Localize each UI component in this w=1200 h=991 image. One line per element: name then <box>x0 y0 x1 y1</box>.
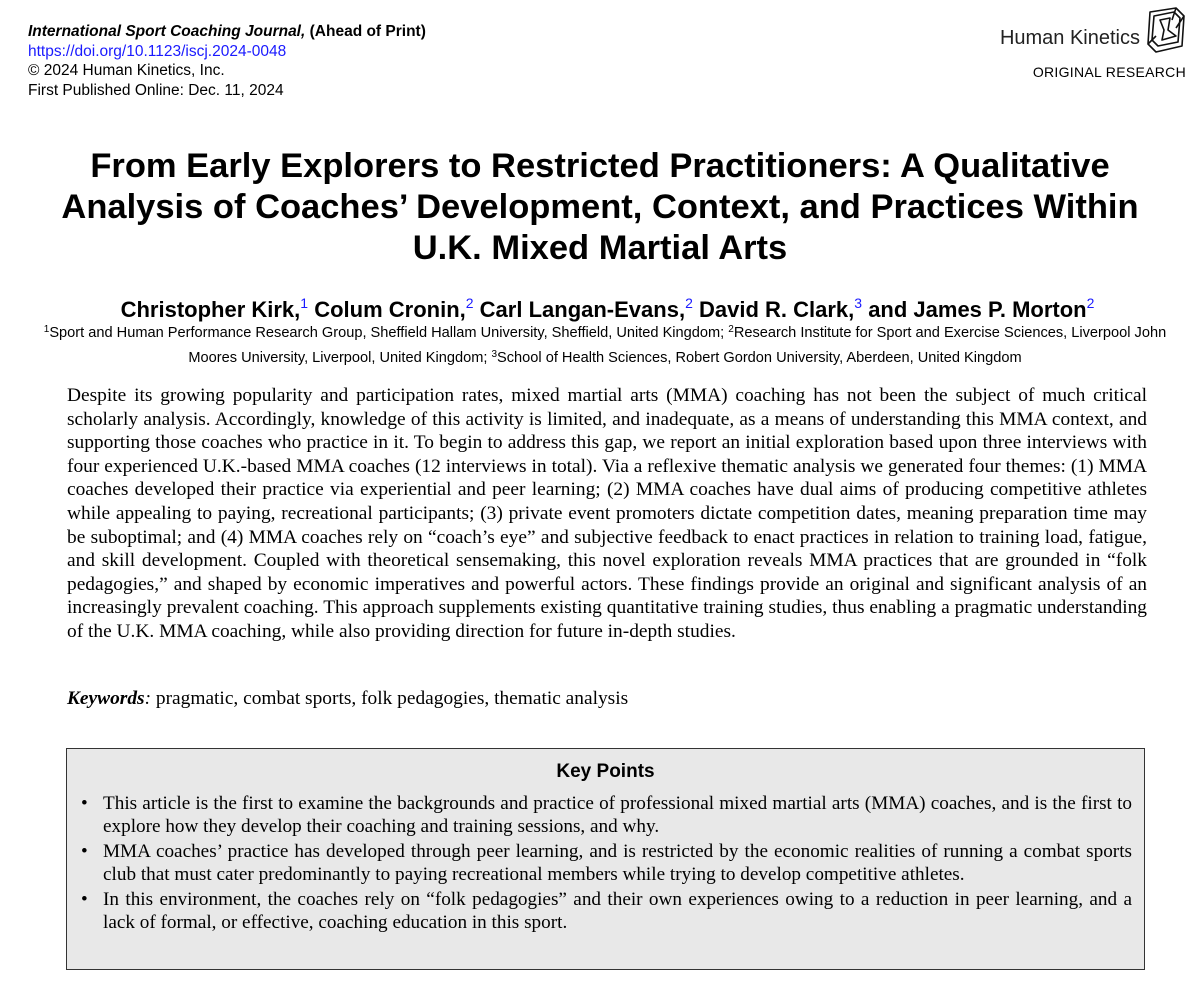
author: Colum Cronin,$^2$ <box>314 295 474 322</box>
article-title: From Early Explorers to Restricted Practitioners: A Qualitative Analysis of Coaches’ Development, Context, and Practices Within U.K. Mixed Martial Arts <box>61 147 1139 267</box>
abstract: Despite its growing popularity and participation rates, mixed martial arts (MMA) coaching has not been the subject of much critical scholarly analysis. Accordingly, knowledge of this activity is limited, and inadequate, as a means of understanding this MMA context, and supporting those coaches who practice in it. To begin to address this gap, we report an initial exploration based upon three interviews with four experienced U.K.-based MMA coaches (12 interviews in total). Via a reflexive thematic analysis we generated four themes: (1) MMA coaches developed their practice via experiential and peer learning; (2) MMA coaches have dual aims of producing competitive athletes while appealing to paying, recreational participants; (3) private event promoters dictate competition dates, meaning preparation time may be suboptimal; and (4) MMA coaches rely on “coach’s eye” and subjective feedback to enact practices in relation to training load, fatigue, and skill development. Coupled with theoretical sensemaking, this novel exploration reveals MMA practices that are grounded in “folk pedagogies,” and shaped by economic imperatives and powerful actors. These findings provide an original and significant analysis of an increasingly prevalent coaching. This approach supplements existing quantitative training studies, thus enabling a pragmatic understanding of the U.K. MMA coaching, while also providing direction for future in-depth studies. <box>67 385 1147 642</box>
publisher-block <box>1000 6 1186 80</box>
bullet-icon: • <box>81 793 88 814</box>
affiliation: Sport and Human Performance Research Group, Sheffield Hallam University, Sheffield, United Kingdom; <box>49 325 725 341</box>
journal-title-line <box>28 22 426 42</box>
article-section-label: ORIGINAL RESEARCH <box>1032 64 1186 80</box>
publisher-name: Human Kinetics <box>999 27 1140 49</box>
journal-name: International Sport Coaching Journal, <box>28 23 306 40</box>
key-points-list <box>67 792 1144 934</box>
key-point-item: • This article is the first to examine the backgrounds and practice of professional mixed martial arts (MMA) coaches, and is the first to explore how they develop their coaching and training sessions, and why. <box>81 793 1132 838</box>
human-kinetics-logo-icon <box>1146 6 1186 54</box>
affiliations: $^1$Sport and Human Performance Research Group, Sheffield Hallam University, Sheffield, United Kingdom; $^2$Research Institute for Sport and Exercise Sciences, Liverpool John Moores University, Liverpool, United Kingdom; $^3$School of Health Sciences, Robert Gordon University, Aberdeen, United Kingdom <box>43 324 1167 366</box>
author: and James P. Morton$^2$ <box>868 295 1095 322</box>
author: David R. Clark,$^3$ <box>698 295 863 322</box>
key-point-item: • In this environment, the coaches rely on “folk pedagogies” and their own experiences owing to a reduction in peer learning, and a lack of formal, or effective, coaching education in this sport. <box>81 888 1132 934</box>
key-points-title: Key Points <box>556 761 655 782</box>
keywords-label: Keywords <box>67 688 145 709</box>
key-point-item: • MMA coaches’ practice has developed through peer learning, and is restricted by the economic realities of running a combat sports club that must cater predominantly to paying recreational members while trying to develop competitive athletes. <box>81 840 1132 886</box>
affiliation: School of Health Sciences, Robert Gordon University, Aberdeen, United Kingdom <box>497 350 1022 366</box>
journal-status: (Ahead of Print) <box>309 23 426 40</box>
doi-link[interactable]: https://doi.org/10.1123/iscj.2024-0048 <box>28 42 287 60</box>
bullet-icon: • <box>81 840 88 862</box>
key-points-box <box>66 748 1145 970</box>
author: Carl Langan-Evans,$^2$ <box>479 295 693 322</box>
published-date: First Published Online: Dec. 11, 2024 <box>28 81 284 99</box>
copyright: © 2024 Human Kinetics, Inc. <box>28 62 225 79</box>
bullet-icon: • <box>81 888 88 910</box>
author: Christopher Kirk,$^1$ <box>120 295 309 322</box>
keywords-list: pragmatic, combat sports, folk pedagogies, thematic analysis <box>155 688 629 709</box>
keywords: Keywords: pragmatic, combat sports, folk pedagogies, thematic analysis <box>67 688 629 709</box>
journal-info <box>28 22 426 100</box>
affiliation: Research Institute for Sport and Exercise Sciences, Liverpool John Moores University, Liverpool, United Kingdom; <box>188 325 1167 366</box>
